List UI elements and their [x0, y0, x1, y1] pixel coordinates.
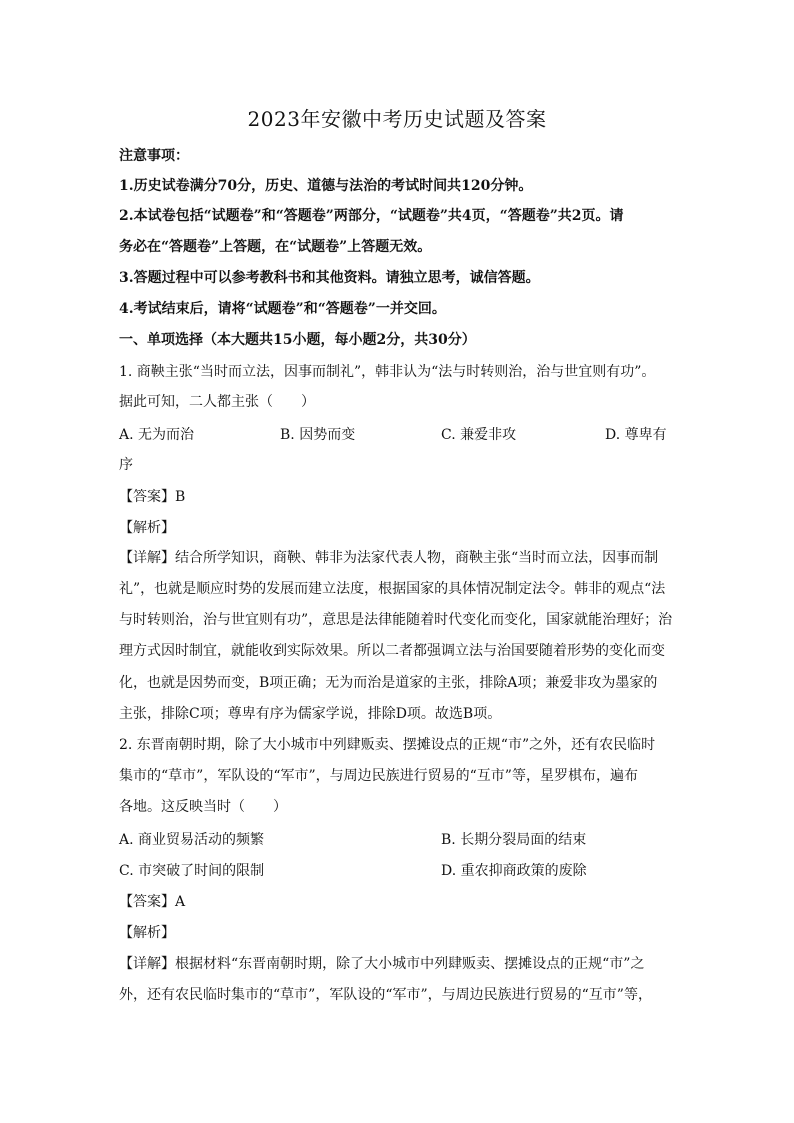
- q1-detail-line-1: 【详解】结合所学知识，商鞅、韩非为法家代表人物，商鞅主张“当时而立法，因事而制: [119, 550, 659, 566]
- q1-detail-line-3: 与时转则治，治与世宜则有功”，意思是法律能随着时代变化而变化，国家就能治理好；治: [119, 612, 673, 628]
- q1-analysis-label: 【解析】: [119, 520, 175, 536]
- q1-option-d-cont: 序: [119, 457, 133, 473]
- q1-detail-line-6: 主张，排除C项；尊卑有序为儒家学说，排除D项。故选B项。: [119, 706, 502, 722]
- q2-stem-line-1: 2. 东晋南朝时期，除了大小城市中列肆贩卖、摆摊设点的正规“市”之外，还有农民临时: [119, 737, 656, 753]
- q1-answer: 【答案】B: [119, 489, 186, 505]
- q1-option-c: C. 兼爱非攻: [441, 427, 517, 443]
- document-title: 2023年安徽中考历史试题及答案: [247, 107, 547, 131]
- q2-analysis-label: 【解析】: [119, 925, 175, 941]
- q2-option-c: C. 市突破了时间的限制: [119, 863, 265, 879]
- q1-detail-line-2: 礼”，也就是顺应时势的发展而建立法度，根据国家的具体情况制定法令。韩非的观点“法: [119, 581, 666, 597]
- q1-detail-line-5: 化，也就是因势而变，B项正确；无为而治是道家的主张，排除A项；兼爱非攻为墨家的: [119, 675, 658, 691]
- notice-heading: 注意事项：: [119, 148, 189, 164]
- notice-item-3: 3.答题过程中可以参考教科书和其他资料。请独立思考，诚信答题。: [119, 270, 540, 286]
- q2-answer: 【答案】A: [119, 894, 186, 910]
- q2-option-a: A. 商业贸易活动的频繁: [119, 832, 265, 848]
- q2-stem-line-2: 集市的“草市”，军队设的“军市”，与周边民族进行贸易的“互市”等，星罗棋布，遍布: [119, 768, 638, 784]
- notice-item-2: 2.本试卷包括“试题卷”和“答题卷”两部分，“试题卷”共4页，“答题卷”共2页。请: [119, 208, 624, 224]
- notice-item-2-cont: 务必在“答题卷”上答题，在“试题卷”上答题无效。: [119, 239, 432, 255]
- q1-option-b: B. 因势而变: [280, 427, 356, 443]
- q2-stem-line-3: 各地。这反映当时（ ）: [119, 799, 287, 815]
- notice-item-4: 4.考试结束后，请将“试题卷”和“答题卷”一并交回。: [119, 301, 446, 317]
- section-heading: 一、单项选择（本大题共15小题，每小题2分，共30分）: [119, 332, 476, 348]
- q1-stem-line-1: 1. 商鞅主张“当时而立法，因事而制礼”，韩非认为“法与时转则治，治与世宜则有功”。: [119, 364, 656, 380]
- q2-detail-line-2: 外，还有农民临时集市的“草市”，军队设的“军市”，与周边民族进行贸易的“互市”等，: [119, 987, 652, 1003]
- q1-option-d: D. 尊卑有: [605, 427, 667, 443]
- q2-detail-line-1: 【详解】根据材料“东晋南朝时期，除了大小城市中列肆贩卖、摆摊设点的正规“市”之: [119, 956, 645, 972]
- q1-detail-line-4: 理方式因时制宜，就能收到实际效果。所以二者都强调立法与治国要随着形势的变化而变: [119, 643, 665, 659]
- notice-item-1: 1.历史试卷满分70分，历史、道德与法治的考试时间共120分钟。: [119, 178, 533, 194]
- q1-option-a: A. 无为而治: [119, 427, 195, 443]
- q2-option-b: B. 长期分裂局面的结束: [441, 832, 587, 848]
- q1-stem-line-2: 据此可知，二人都主张（ ）: [119, 394, 315, 410]
- q2-option-d: D. 重农抑商政策的废除: [441, 863, 587, 879]
